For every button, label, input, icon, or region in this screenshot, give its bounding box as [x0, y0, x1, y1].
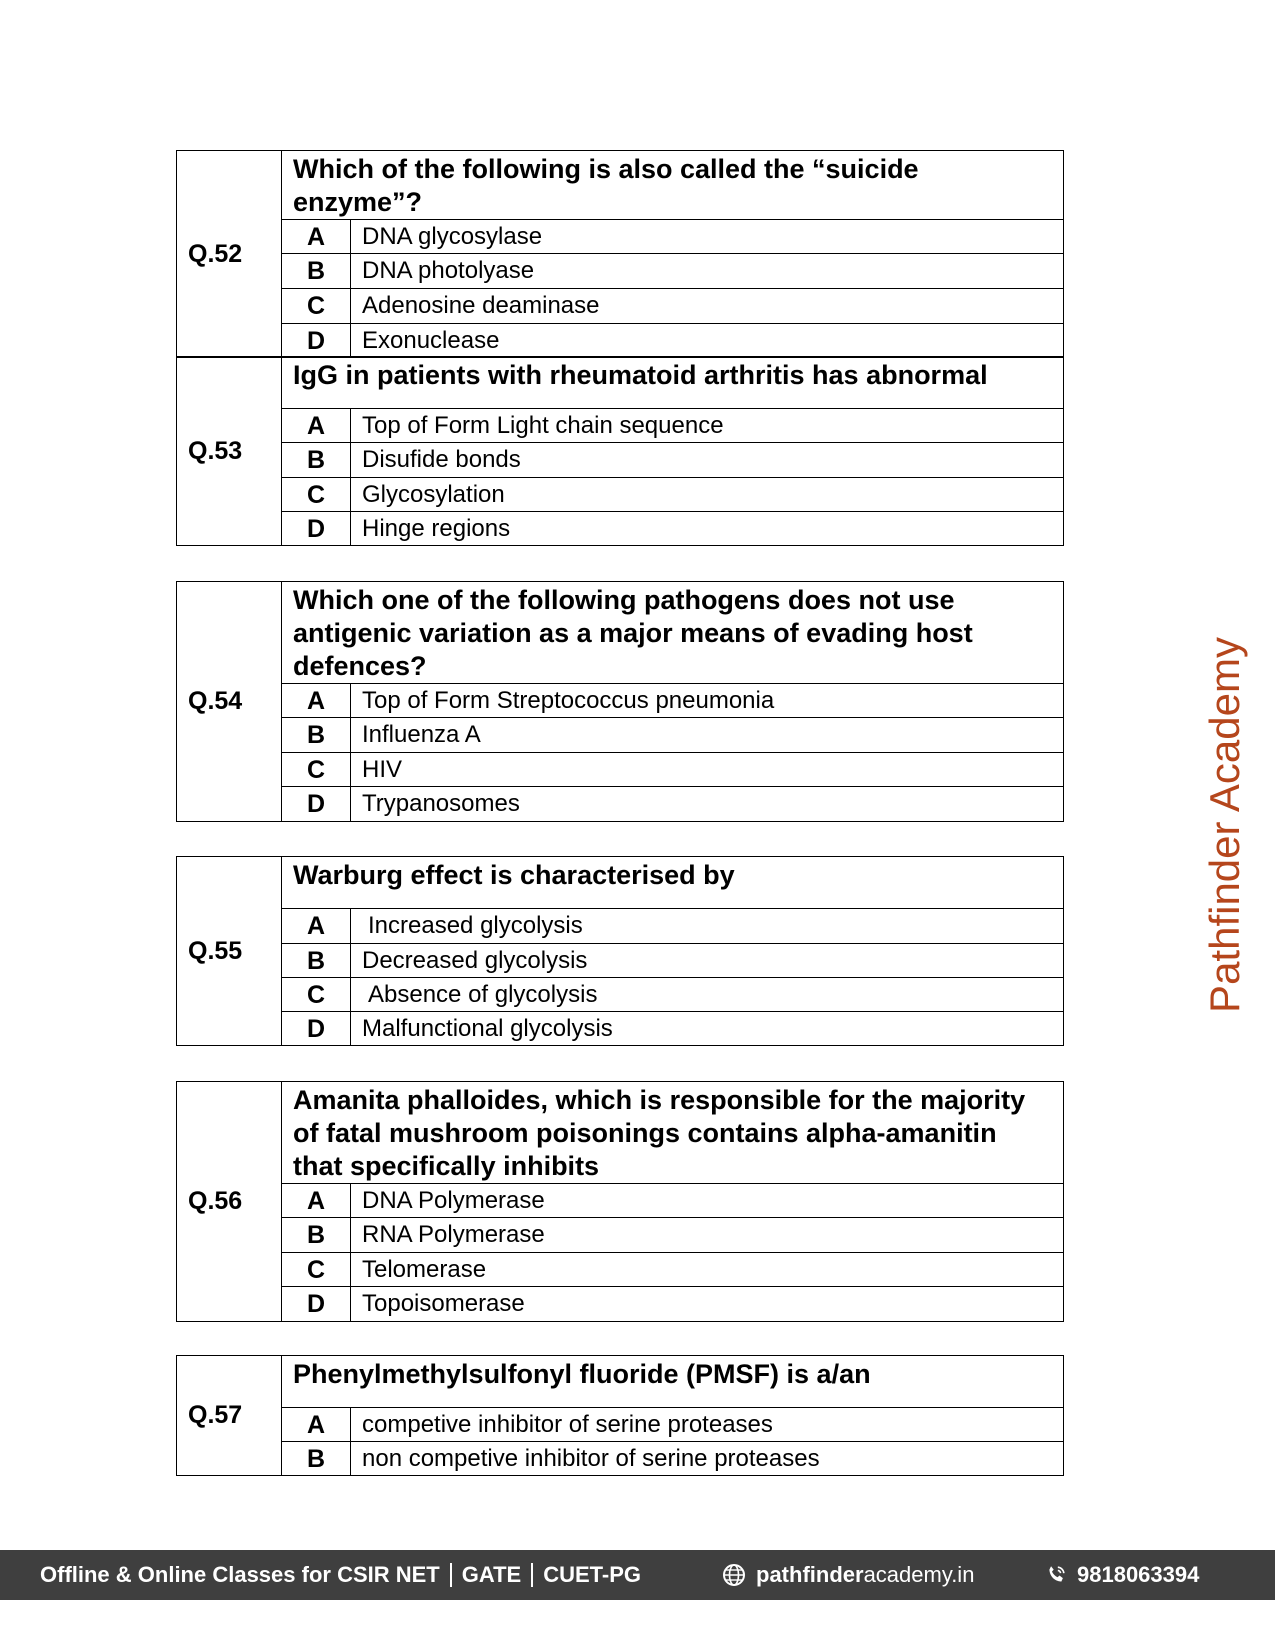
- question-54-table: [176, 581, 1064, 822]
- option-text: DNA photolyase: [351, 254, 1064, 289]
- footer-website[interactable]: [722, 1550, 974, 1600]
- question-text: Which one of the following pathogens does not use antigenic variation as a major means of evading host defences?: [282, 582, 1064, 684]
- option-text: Trypanosomes: [351, 787, 1064, 822]
- footer-classes-text: Offline & Online Classes for CSIR NET: [40, 1562, 440, 1587]
- question-text: Amanita phalloides, which is responsible for the majority of fatal mushroom poisonings contains alpha-amanitin that specifically inhibits: [282, 1082, 1064, 1184]
- footer-exam-cuet: CUET-PG: [543, 1562, 642, 1587]
- option-letter: D: [282, 324, 351, 358]
- option-letter: C: [282, 1253, 351, 1287]
- footer-classes: [40, 1550, 641, 1600]
- question-number: Q.57: [177, 1356, 282, 1476]
- option-letter: A: [282, 1184, 351, 1218]
- option-letter: C: [282, 978, 351, 1012]
- footer-site-rest: academy.in: [863, 1562, 975, 1587]
- option-letter: A: [282, 909, 351, 944]
- question-text: Which of the following is also called the “suicide enzyme”?: [282, 151, 1064, 220]
- divider: [531, 1563, 533, 1587]
- option-text: Absence of glycolysis: [351, 978, 1064, 1012]
- option-letter: C: [282, 753, 351, 787]
- option-text: Decreased glycolysis: [351, 944, 1064, 978]
- option-text: Telomerase: [351, 1253, 1064, 1287]
- option-letter: B: [282, 718, 351, 753]
- option-text: Topoisomerase: [351, 1287, 1064, 1322]
- phone-icon: [1045, 1564, 1067, 1586]
- option-text: Disufide bonds: [351, 443, 1064, 478]
- option-letter: D: [282, 1287, 351, 1322]
- question-text: Phenylmethylsulfonyl fluoride (PMSF) is a/an: [282, 1356, 1064, 1408]
- option-text: Influenza A: [351, 718, 1064, 753]
- option-letter: B: [282, 944, 351, 978]
- option-letter: A: [282, 220, 351, 254]
- footer-phone[interactable]: [1045, 1550, 1199, 1600]
- option-text: Top of Form Light chain sequence: [351, 409, 1064, 443]
- option-text: DNA glycosylase: [351, 220, 1064, 254]
- question-56-table: [176, 1081, 1064, 1322]
- question-number: Q.55: [177, 857, 282, 1046]
- option-text: Glycosylation: [351, 478, 1064, 512]
- option-letter: B: [282, 443, 351, 478]
- question-52-table: [176, 150, 1064, 358]
- option-letter: C: [282, 289, 351, 324]
- question-53-table: [176, 356, 1064, 546]
- option-letter: D: [282, 787, 351, 822]
- option-letter: B: [282, 1442, 351, 1476]
- option-text: RNA Polymerase: [351, 1218, 1064, 1253]
- option-letter: B: [282, 254, 351, 289]
- footer-site-bold: pathfinder: [756, 1562, 864, 1587]
- option-text: DNA Polymerase: [351, 1184, 1064, 1218]
- option-letter: D: [282, 1012, 351, 1046]
- footer-bar: [0, 1550, 1275, 1600]
- question-number: Q.56: [177, 1082, 282, 1322]
- option-letter: A: [282, 1408, 351, 1442]
- option-text: Increased glycolysis: [351, 909, 1064, 944]
- option-text: non competive inhibitor of serine proteases: [351, 1442, 1064, 1476]
- option-text: Adenosine deaminase: [351, 289, 1064, 324]
- option-text: Hinge regions: [351, 512, 1064, 546]
- option-text: competive inhibitor of serine proteases: [351, 1408, 1064, 1442]
- option-letter: C: [282, 478, 351, 512]
- option-letter: B: [282, 1218, 351, 1253]
- option-letter: A: [282, 684, 351, 718]
- option-text: Exonuclease: [351, 324, 1064, 358]
- option-text: Top of Form Streptococcus pneumonia: [351, 684, 1064, 718]
- question-57-table: [176, 1355, 1064, 1476]
- question-number: Q.53: [177, 357, 282, 546]
- option-letter: A: [282, 409, 351, 443]
- footer-exam-gate: GATE: [461, 1562, 522, 1587]
- divider: [450, 1563, 452, 1587]
- question-text: Warburg effect is characterised by: [282, 857, 1064, 909]
- question-number: Q.52: [177, 151, 282, 358]
- option-text: HIV: [351, 753, 1064, 787]
- question-text: IgG in patients with rheumatoid arthritis has abnormal: [282, 357, 1064, 409]
- globe-icon: [722, 1563, 746, 1587]
- footer-phone-number: 9818063394: [1077, 1562, 1200, 1587]
- question-55-table: [176, 856, 1064, 1046]
- watermark: Pathfinder Academy: [1201, 637, 1248, 1013]
- question-number: Q.54: [177, 582, 282, 822]
- option-letter: D: [282, 512, 351, 546]
- option-text: Malfunctional glycolysis: [351, 1012, 1064, 1046]
